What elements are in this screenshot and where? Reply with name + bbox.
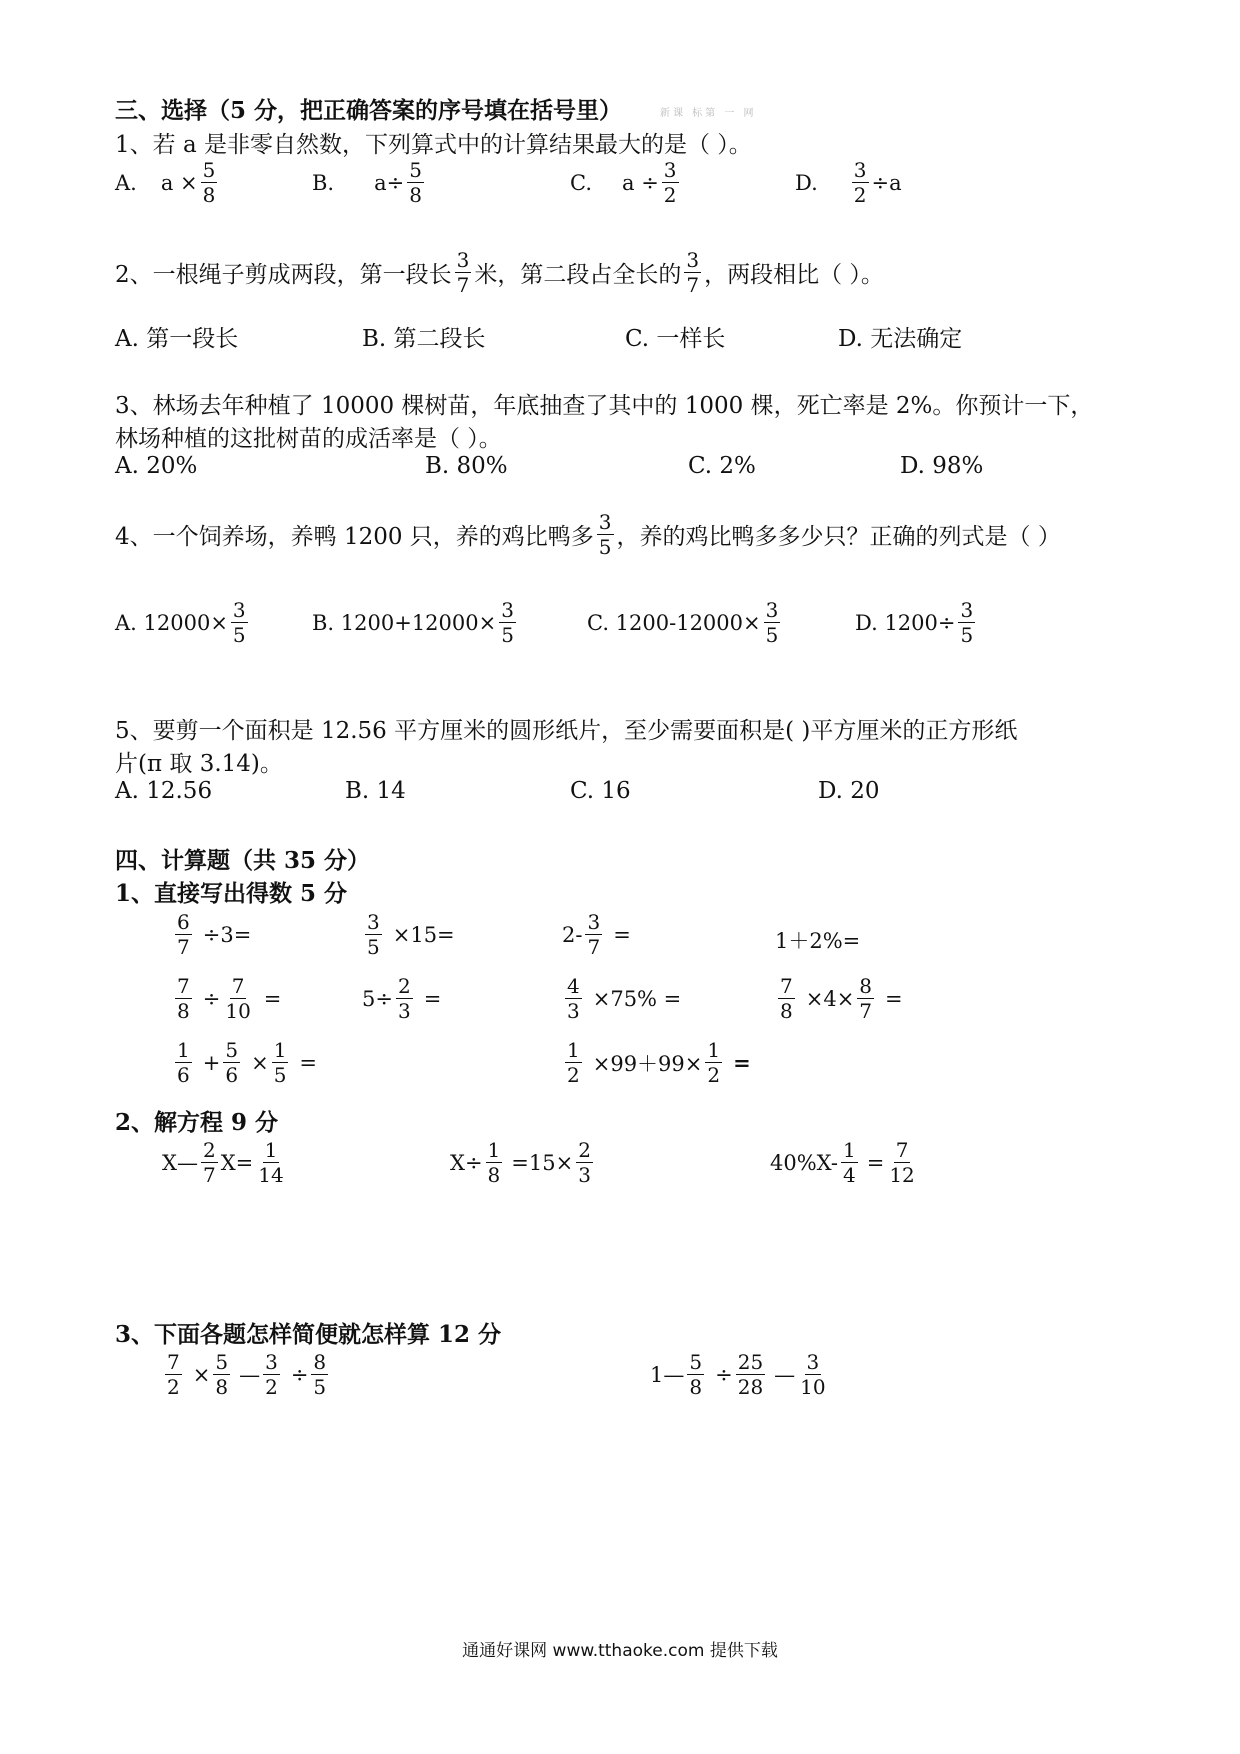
text-part: 米，第二段占全长的	[474, 262, 682, 288]
fraction: $\frac{4}{3}$	[567, 974, 580, 1023]
question-3-option-a: A. 20%	[115, 453, 198, 479]
question-1-option-c	[570, 160, 682, 205]
question-4-text	[115, 512, 1061, 557]
fraction: $\frac{1}{5}$	[273, 1038, 287, 1087]
option-text: C. 1200-12000×	[587, 610, 761, 635]
question-3-option-c: C. 2%	[688, 453, 756, 479]
question-4-option-a	[115, 600, 251, 645]
expr-text: 1＋2%=	[775, 929, 861, 953]
expr-text: ÷	[715, 1362, 733, 1387]
fraction: $\frac{3}{5}$	[765, 598, 779, 647]
mental-calc-4	[775, 925, 860, 955]
text-part: 4、一个饲养场，养鸭 1200 只，养的鸡比鸭多	[115, 524, 594, 550]
fraction: $\frac{7}{8}$	[177, 974, 190, 1023]
expr-text: ×	[251, 1050, 269, 1075]
fraction: $\frac{8}{5}$	[313, 1350, 327, 1399]
mental-calc-9	[172, 1040, 317, 1085]
question-1-option-d	[795, 160, 902, 205]
expr-text: =	[733, 1050, 751, 1075]
fraction: $\frac{6}{7}$	[177, 910, 190, 959]
option-text: D. 1200÷	[855, 610, 956, 635]
expr-text: =	[423, 986, 442, 1011]
expr-text: 5÷	[362, 986, 393, 1011]
expr-text: ×99＋99×	[592, 1051, 703, 1076]
option-label: B.	[312, 170, 335, 195]
expr-text: ×4×	[805, 986, 855, 1011]
fraction: $\frac{2}{7}$	[202, 1138, 216, 1187]
section-4-1-title: 1、直接写出得数 5 分	[115, 880, 348, 907]
expr-text: X÷	[450, 1150, 483, 1175]
fraction: $\frac{3}{5}$	[232, 598, 246, 647]
fraction: $\frac{5}{8}$	[409, 158, 422, 207]
fraction: $\frac{3}{7}$	[686, 248, 700, 297]
simplify-calc-1	[162, 1352, 331, 1397]
option-text: ÷a	[871, 170, 902, 195]
fraction: $\frac{5}{6}$	[225, 1038, 239, 1087]
fraction: $\frac{3}{2}$	[265, 1350, 278, 1399]
expr-text: ÷3=	[202, 922, 252, 947]
section-4-title: 四、计算题（共 35 分）	[115, 847, 371, 874]
fraction: $\frac{1}{8}$	[487, 1138, 501, 1187]
equation-1	[162, 1140, 289, 1185]
section-4-2-title: 2、解方程 9 分	[115, 1109, 279, 1136]
question-3-option-b: B. 80%	[425, 453, 508, 479]
fraction: $\frac{1}{6}$	[177, 1038, 190, 1087]
question-3-line-1: 3、林场去年种植了 10000 棵树苗，年底抽查了其中的 1000 棵，死亡率是 2%。你预计一下，	[115, 393, 1094, 419]
watermark: 新课 标第 一 网	[660, 108, 757, 119]
expr-text: 40%X-	[770, 1150, 838, 1175]
fraction: $\frac{8}{7}$	[859, 974, 873, 1023]
fraction: $\frac{7}{12}$	[889, 1138, 915, 1187]
fraction: $\frac{3}{10}$	[800, 1350, 826, 1399]
fraction: $\frac{3}{7}$	[456, 248, 470, 297]
mental-calc-1	[172, 912, 251, 957]
question-2-option-d: D. 无法确定	[838, 326, 963, 352]
equation-2	[450, 1140, 596, 1185]
question-5-option-c: C. 16	[570, 778, 631, 804]
fraction: $\frac{5}{8}$	[689, 1350, 703, 1399]
option-text: B. 1200+12000×	[312, 610, 497, 635]
mental-calc-5	[172, 976, 281, 1021]
expr-text: =15×	[511, 1150, 574, 1175]
fraction: $\frac{5}{8}$	[202, 158, 216, 207]
fraction: $\frac{1}{2}$	[567, 1038, 580, 1087]
expr-text: X—	[162, 1150, 198, 1175]
section-3-title: 三、选择（5 分，把正确答案的序号填在括号里）	[115, 97, 623, 124]
question-4-option-c	[587, 600, 783, 645]
mental-calc-2	[362, 912, 455, 957]
question-3-line-2: 林场种植的这批树苗的成活率是（ ）。	[115, 426, 502, 452]
expr-text: +	[202, 1050, 221, 1075]
question-2-option-a: A. 第一段长	[115, 326, 239, 352]
expr-text: —	[239, 1362, 261, 1387]
option-text: a÷	[374, 170, 405, 195]
fraction: $\frac{2}{3}$	[578, 1138, 591, 1187]
mental-calc-7	[562, 976, 681, 1021]
expr-text: 1—	[650, 1362, 685, 1387]
expr-text: =	[885, 986, 903, 1011]
expr-text: =	[613, 922, 631, 947]
question-1-option-b	[312, 160, 427, 205]
question-2-option-c: C. 一样长	[625, 326, 726, 352]
fraction: $\frac{1}{4}$	[842, 1138, 856, 1187]
expr-text: ×	[192, 1362, 211, 1387]
option-label: C.	[570, 170, 592, 195]
fraction: $\frac{7}{2}$	[167, 1350, 180, 1399]
fraction: $\frac{2}{3}$	[397, 974, 411, 1023]
fraction: $\frac{3}{5}$	[501, 598, 514, 647]
option-label: A.	[115, 170, 137, 195]
expr-text: —	[774, 1362, 796, 1387]
mental-calc-3	[562, 912, 631, 957]
option-text: a ×	[160, 170, 198, 195]
expr-text: ÷	[202, 986, 221, 1011]
fraction: $\frac{3}{2}$	[663, 158, 677, 207]
fraction: $\frac{3}{5}$	[367, 910, 380, 959]
option-text: a ÷	[622, 170, 659, 195]
question-5-option-a: A. 12.56	[115, 778, 213, 804]
mental-calc-8	[775, 976, 903, 1021]
text-part: 2、一根绳子剪成两段，第一段长	[115, 262, 452, 288]
page-footer: 通通好课网 www.tthaoke.com 提供下载	[462, 1641, 778, 1661]
fraction: $\frac{7}{8}$	[780, 974, 793, 1023]
fraction: $\frac{3}{5}$	[598, 510, 612, 559]
fraction: $\frac{1}{2}$	[707, 1038, 721, 1087]
mental-calc-6	[362, 976, 441, 1021]
section-4-3-title: 3、下面各题怎样简便就怎样算 12 分	[115, 1321, 502, 1348]
fraction: $\frac{5}{8}$	[215, 1350, 229, 1399]
question-5-line-2: 片(π 取 3.14)。	[115, 751, 283, 777]
question-3-option-d: D. 98%	[900, 453, 984, 479]
question-5-option-b: B. 14	[345, 778, 406, 804]
fraction: $\frac{25}{28}$	[737, 1350, 764, 1399]
text-part: ，两段相比（ ）。	[704, 262, 884, 288]
simplify-calc-2	[650, 1352, 831, 1397]
fraction: $\frac{1}{14}$	[258, 1138, 284, 1187]
expr-text: =	[866, 1150, 885, 1175]
option-text: A. 12000×	[115, 610, 228, 635]
expr-text: =	[299, 1050, 318, 1075]
question-5-line-1: 5、要剪一个面积是 12.56 平方厘米的圆形纸片，至少需要面积是( )平方厘米的正方形纸	[115, 718, 1018, 744]
expr-text: =	[263, 986, 282, 1011]
expr-text: X=	[220, 1150, 254, 1175]
question-4-option-b	[312, 600, 519, 645]
fraction: $\frac{3}{5}$	[960, 598, 974, 647]
fraction: $\frac{3}{7}$	[587, 910, 601, 959]
question-2-option-b: B. 第二段长	[362, 326, 486, 352]
expr-text: ×15=	[392, 922, 455, 947]
question-4-option-d	[855, 600, 978, 645]
expr-text: 2-	[562, 922, 583, 947]
question-2-text	[115, 250, 884, 295]
fraction: $\frac{3}{2}$	[853, 158, 867, 207]
question-1-option-a	[115, 160, 220, 205]
question-5-option-d: D. 20	[818, 778, 880, 804]
fraction: $\frac{7}{10}$	[225, 974, 251, 1023]
question-1-text: 1、若 a 是非零自然数，下列算式中的计算结果最大的是（ ）。	[115, 132, 752, 158]
equation-3	[770, 1140, 920, 1185]
option-label: D.	[795, 170, 818, 195]
expr-text: ÷	[290, 1362, 309, 1387]
text-part: ，养的鸡比鸭多多少只？正确的列式是（ ）	[616, 524, 1061, 550]
expr-text: ×75% =	[592, 986, 682, 1011]
mental-calc-10	[562, 1040, 751, 1085]
